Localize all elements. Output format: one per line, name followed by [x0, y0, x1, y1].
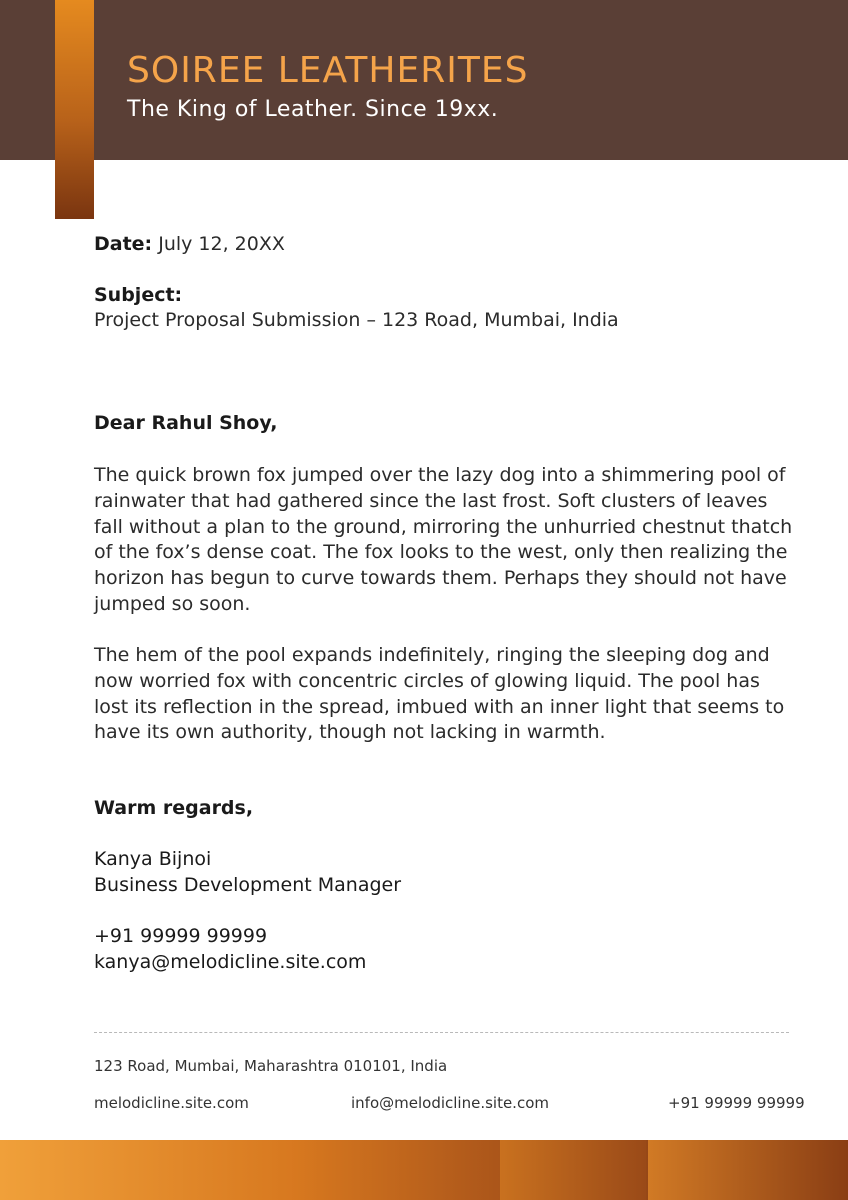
subject-label: Subject:	[94, 284, 183, 306]
body-paragraph-1: The quick brown fox jumped over the lazy dog into a shimmering pool of rainwater that had gathered since the last frost. Soft clusters of leaves fall without a plan to the ground, mirroring the unhurried chestnut thatch of the fox’s dense coat. The fox looks to the west, only then realizing the horizon has begun to curve towards them. Perhaps they should not have jumped so soon.	[94, 464, 793, 615]
footer-phone: +91 99999 99999	[668, 1094, 805, 1112]
brand-tagline: The King of Leather. Since 19xx.	[127, 97, 499, 122]
signature-email[interactable]: kanya@melodicline.site.com	[94, 951, 367, 973]
footer-divider	[94, 1032, 789, 1033]
salutation: Dear Rahul Shoy,	[94, 412, 278, 434]
footer-band-segment	[648, 1140, 848, 1200]
signature-title: Business Development Manager	[94, 874, 402, 896]
footer-website[interactable]: melodicline.site.com	[94, 1094, 249, 1112]
subject-value: Project Proposal Submission – 123 Road, Mumbai, India	[94, 309, 619, 331]
body-paragraph-2: The hem of the pool expands indefinitely, ringing the sleeping dog and now worried fox with concentric circles of glowing liquid. The pool has lost its reflection in the spread, imbued with an inner light that seems to have its own authority, though not lacking in warmth.	[94, 644, 785, 744]
signature-phone: +91 99999 99999	[94, 925, 268, 947]
date-label: Date:	[94, 233, 153, 255]
signature-name: Kanya Bijnoi	[94, 848, 212, 870]
closing: Warm regards,	[94, 797, 254, 819]
accent-bar	[55, 0, 94, 219]
date-line	[94, 233, 285, 255]
footer-email[interactable]: info@melodicline.site.com	[351, 1094, 549, 1112]
footer-address: 123 Road, Mumbai, Maharashtra 010101, India	[94, 1057, 448, 1075]
date-value: July 12, 20XX	[158, 233, 285, 255]
brand-name: SOIREE LEATHERITES	[127, 50, 529, 91]
footer-band-segment	[500, 1140, 646, 1200]
